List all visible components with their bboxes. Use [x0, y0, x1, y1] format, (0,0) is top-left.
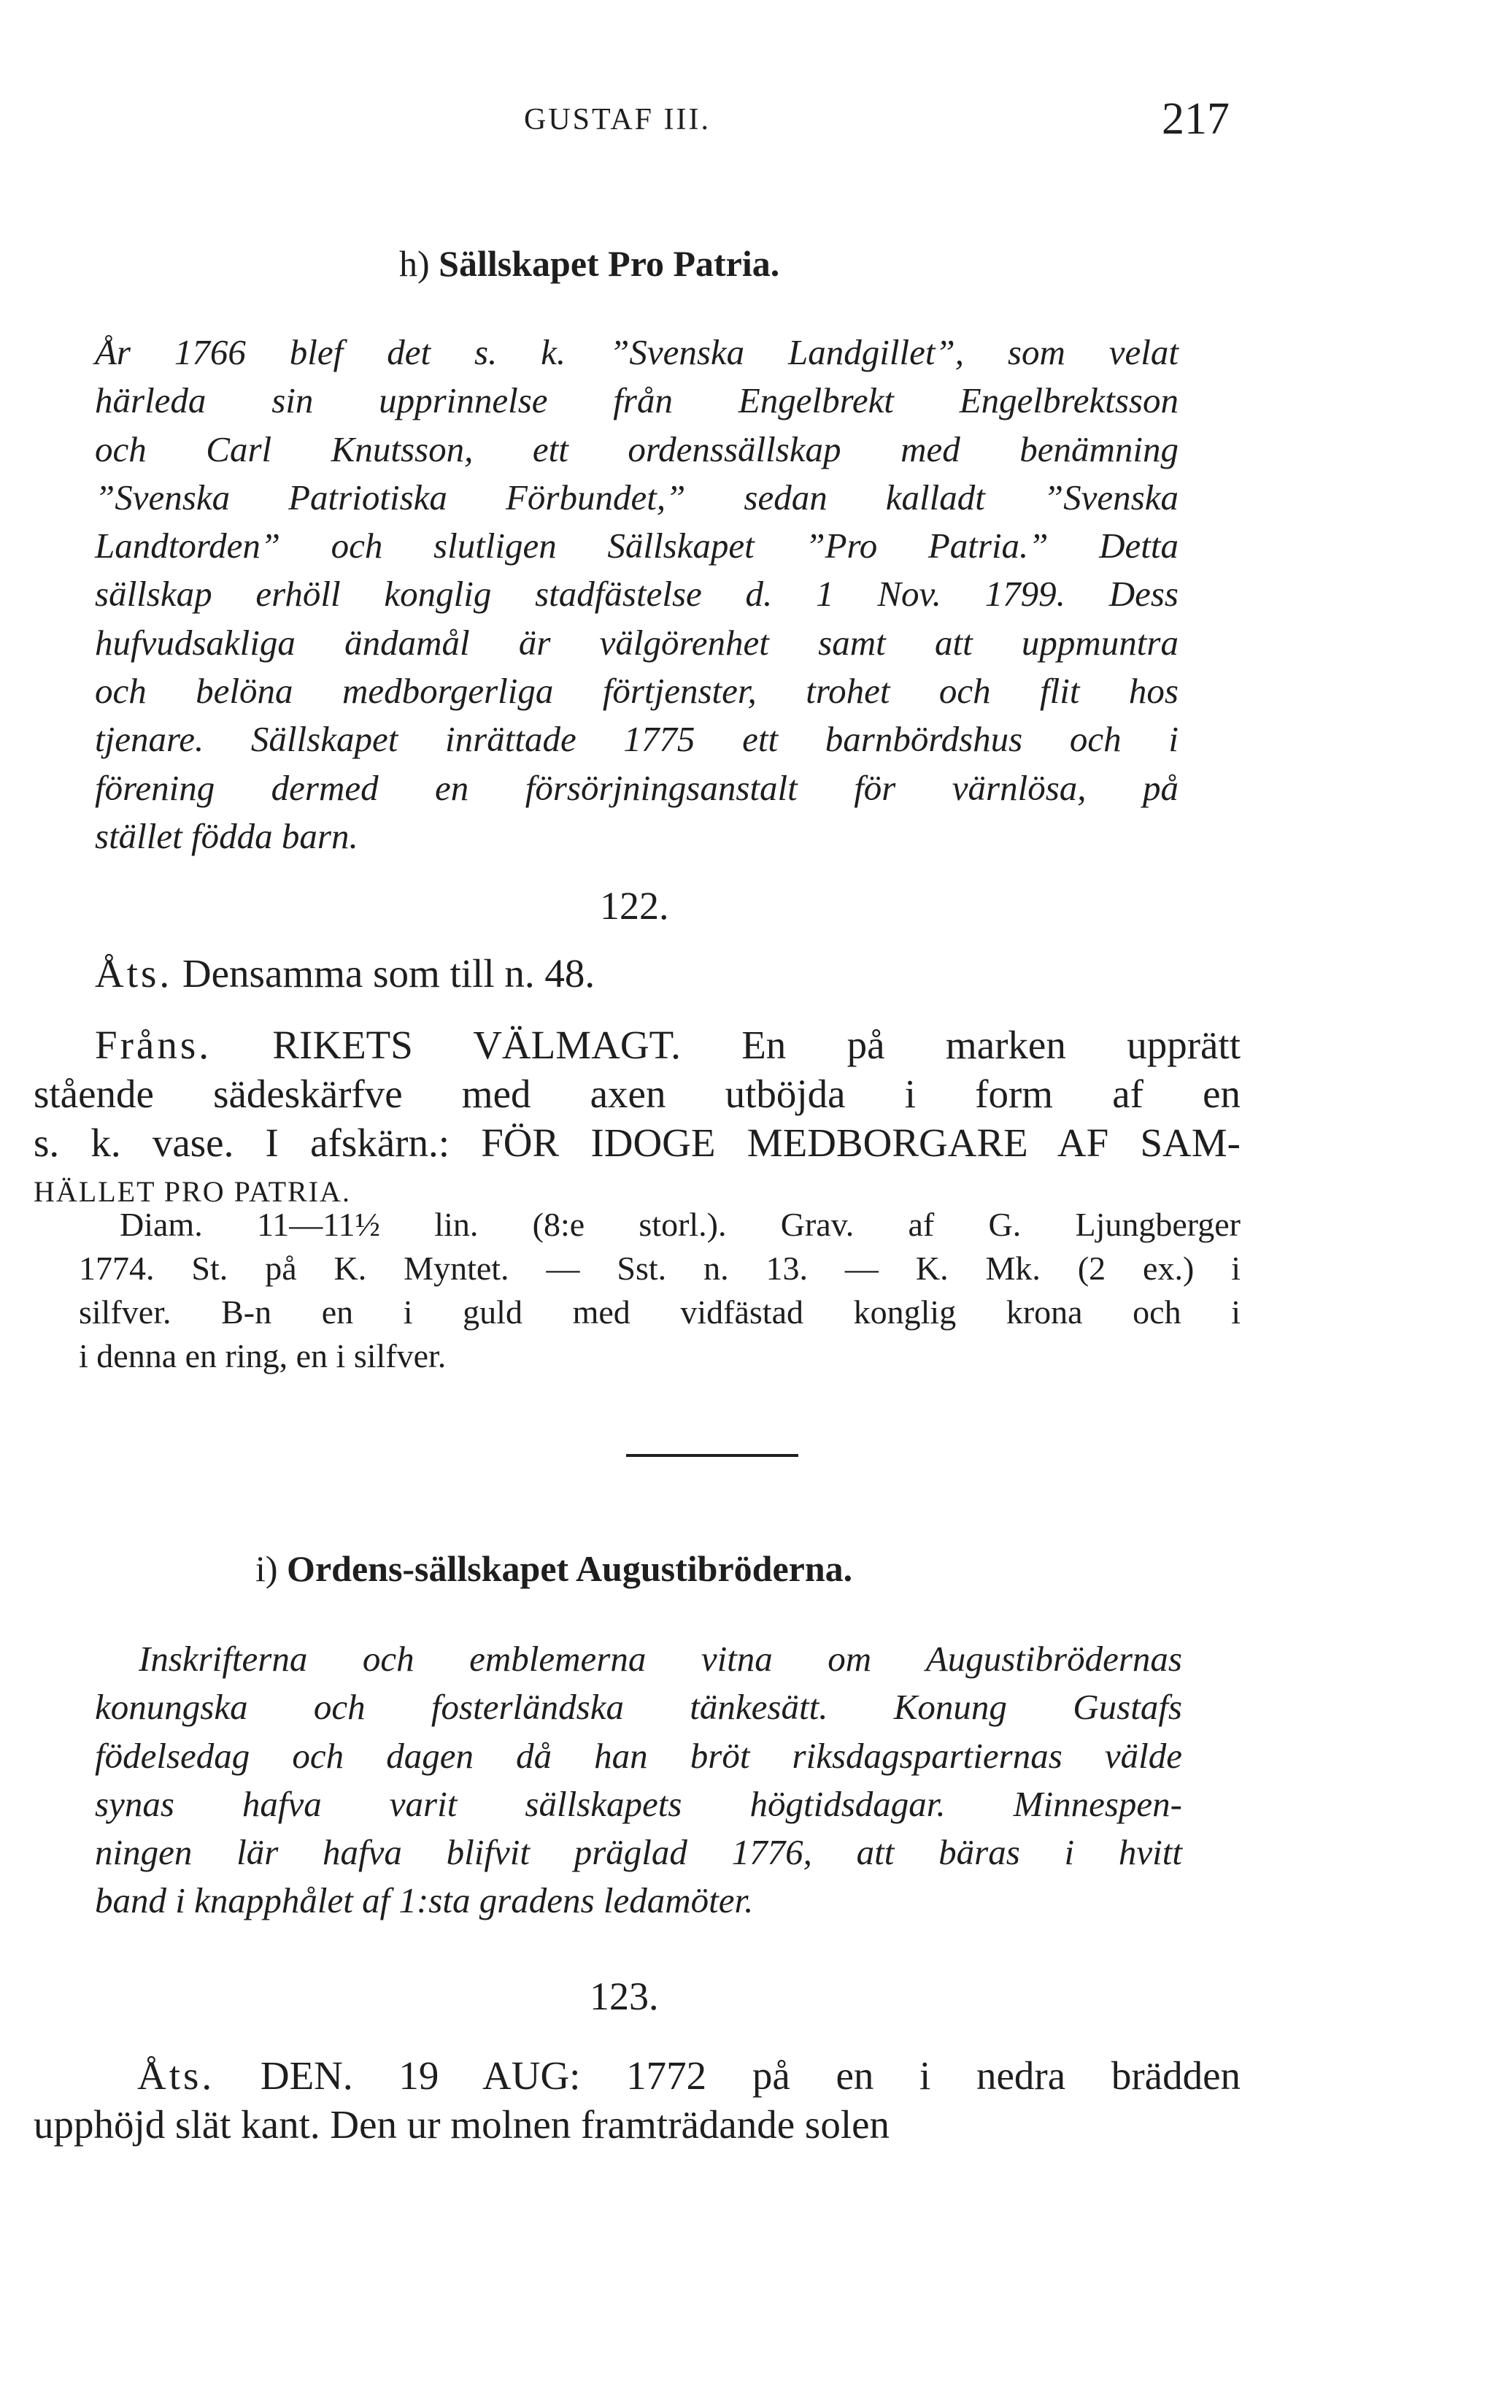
reverse-line: stående sädeskärfve med axen utböjda i form af en [34, 1072, 1241, 1116]
intro-line: Landtorden” och slutligen Sällskapet ”Pro Patria.” Detta [95, 526, 1179, 566]
intro-line: synas hafva varit sällskapets högtidsdagar. Minnespen- [95, 1783, 1182, 1824]
section-i-title: Ordens-sällskapet Augustibröderna. [287, 1548, 853, 1589]
obverse-line-text: DEN. 19 AUG: 1772 på en i nedra brädden [260, 2053, 1241, 2098]
obverse-label: Åts. [137, 2053, 215, 2098]
reverse-line: s. k. vase. I afskärn.: FÖR IDOGE MEDBORGARE AF SAM- [34, 1120, 1241, 1165]
intro-line: konungska och fosterländska tänkesätt. Konung Gustafs [95, 1687, 1182, 1728]
intro-line: tjenare. Sällskapet inrättade 1775 ett barnbördshus och i [95, 719, 1179, 760]
details-line: i denna en ring, en i silfver. [79, 1337, 447, 1374]
section-i-label: i) [255, 1548, 278, 1589]
coin-122-obverse [95, 949, 1233, 998]
obverse-line [34, 2051, 1241, 2100]
intro-line: sällskap erhöll konglig stadfästelse d. 1 Nov. 1799. Dess [95, 574, 1179, 615]
details-line: 1774. St. på K. Myntet. — Sst. n. 13. — K. Mk. (2 ex.) i [79, 1250, 1241, 1287]
reverse-label: Fråns. [95, 1023, 212, 1067]
intro-line: År 1766 blef det s. k. ”Svenska Landgillet”, som velat [95, 332, 1179, 372]
obverse-label: Åts. [95, 951, 173, 996]
coin-number-123: 123. [590, 1974, 659, 2018]
intro-line: hufvudsakliga ändamål är välgörenhet samt att uppmuntra [95, 622, 1179, 663]
intro-line: härleda sin upprinnelse från Engelbrekt Engelbrektsson [95, 380, 1179, 421]
section-h-intro [95, 328, 1179, 861]
intro-line: band i knapphålet af 1:sta gradens ledamöter. [95, 1880, 754, 1921]
intro-line: och belöna medborgerliga förtjenster, trohet och flit hos [95, 671, 1179, 712]
coin-122-reverse [34, 1020, 1241, 1216]
intro-line: Inskrifterna och emblemerna vitna om Augustibrödernas [139, 1639, 1182, 1679]
intro-line: och Carl Knutsson, ett ordenssällskap med benämning [95, 428, 1179, 469]
coin-123-obverse [34, 2051, 1241, 2149]
intro-line: födelsedag och dagen då han bröt riksdagspartiernas välde [95, 1735, 1182, 1776]
intro-line: förening dermed en försörjningsanstalt för värnlösa, på [95, 767, 1179, 808]
section-i-intro [95, 1635, 1182, 1926]
intro-line: stället födda barn. [95, 815, 358, 856]
intro-line: ningen lär hafva blifvit präglad 1776, att bäras i hvitt [95, 1832, 1182, 1873]
section-h-title: Sällskapet Pro Patria. [439, 243, 780, 284]
reverse-line [34, 1020, 1241, 1069]
details-line: silfver. B-n en i guld med vidfästad konglig krona och i [79, 1293, 1241, 1331]
coin-number-122: 122. [600, 884, 669, 928]
intro-line: ”Svenska Patriotiska Förbundet,” sedan kalladt ”Svenska [95, 477, 1179, 518]
details-line: Diam. 11—11½ lin. (8:e storl.). Grav. af G. Ljungberger [120, 1206, 1241, 1243]
reverse-line: HÄLLET PRO PATRIA. [34, 1175, 351, 1208]
section-h-label: h) [399, 243, 430, 284]
obverse-line: upphöjd slät kant. Den ur molnen framträdande solen [34, 2102, 890, 2147]
coin-122-details [79, 1203, 1241, 1378]
reverse-line-text: RIKETS VÄLMAGT. En på marken upprätt [272, 1023, 1241, 1067]
running-header-title: GUSTAF III. [524, 103, 711, 136]
section-h-heading [399, 242, 779, 285]
obverse-text: Densamma som till n. 48. [182, 951, 595, 996]
section-i-heading [255, 1547, 852, 1590]
section-divider [626, 1454, 798, 1457]
page-number: 217 [1162, 94, 1230, 144]
